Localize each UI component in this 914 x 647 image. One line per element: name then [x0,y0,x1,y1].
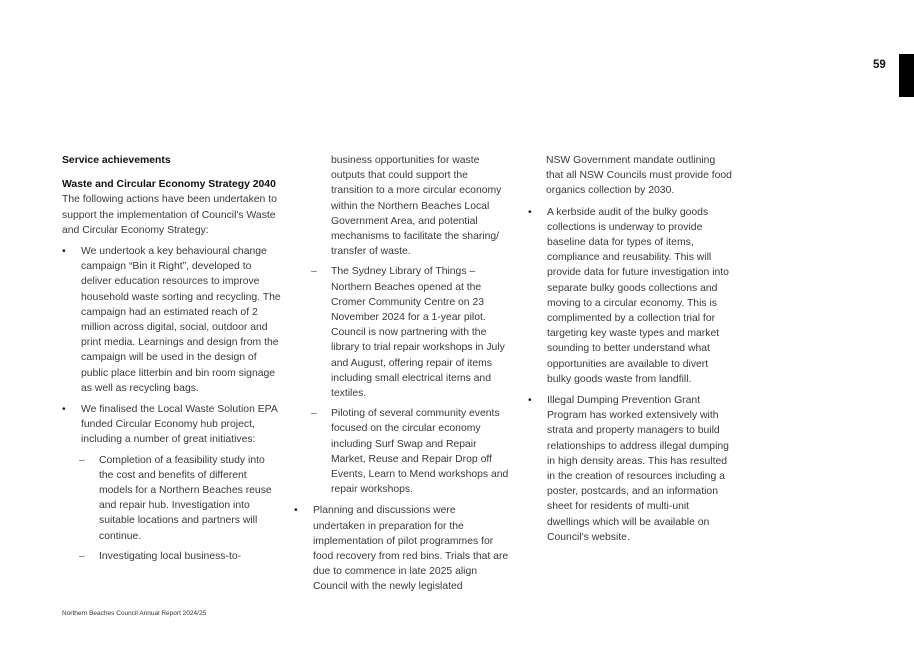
page-footer: Northern Beaches Council Annual Report 2024/25 [62,610,207,617]
bullet-kerbside-audit: • A kerbside audit of the bulky goods collections is underway to provide baseline data for types of items, compliance and reusability. This will provide data for future investigation into separate bulky goods collections and moving to a circular economy. This is complimented by a collection trial for targeting key waste types and market sounding to better understand what opportunities are available to divert bulky goods waste from landfill. [528,205,733,387]
bullet-text: We finalised the Local Waste Solution EPA funded Circular Economy hub project, including a number of great initiatives: [81,404,278,446]
bullet-circular-economy-hub [62,402,282,448]
column-3 [528,153,733,545]
sub-list [62,453,282,564]
bullet-illegal-dumping: • Illegal Dumping Prevention Grant Program has worked extensively with strata and property managers to build relationships to address illegal dumping in high density areas. This has resulted in the creation of resources including a poster, postcards, and an information sheet for residents of multi-unit dwellings which will be available on Council's website. [528,393,733,545]
column-1 [62,153,282,564]
bullet-continuation: NSW Government mandate outlining that all NSW Councils must provide food organics collection by 2030. [546,155,732,197]
section-heading: Service achievements [62,155,171,166]
bullet-food-recovery: • Planning and discussions were undertaken in preparation for the implementation of pilot programmes for food recovery from red bins. Trials that are due to commence in late 2025 align Council with the newly legislated [294,503,509,594]
achievements-list [62,244,282,448]
sub-item-library-of-things: – The Sydney Library of Things – Northern Beaches opened at the Cromer Community Centre on 23 November 2024 for a 1-year pilot. Council is now partnering with the library to trial repair workshops in July and August, offering repair of items including small electrical items and textiles. [294,264,509,401]
column-2 [294,153,509,595]
page-number: 59 [873,59,886,71]
subsection-heading: Waste and Circular Economy Strategy 2040 [62,179,276,191]
achievements-list-continued [528,205,733,545]
intro-paragraph: The following actions have been undertaken to support the implementation of Council's Waste and Circular Economy Strategy: [62,194,277,236]
section-tab-marker [899,54,914,97]
sub-item-business-opportunities: – Investigating local business-to- [62,549,282,564]
sub-item-feasibility-study: – Completion of a feasibility study into the cost and benefits of different models for a Northern Beaches reuse and repair hub. Investigation into suitable locations and partners will continue. [62,453,282,544]
sub-list-continued [294,264,509,594]
sub-item-continuation: business opportunities for waste outputs that could support the transition to a more circular economy within the Northern Beaches Local Government Area, and potential mechanisms to facilitate the sharing/ transfer of waste. [331,155,502,258]
sub-item-community-events: – Piloting of several community events focused on the circular economy including Surf Swap and Repair Market, Reuse and Repair Drop off Events, Learn to Mend workshops and repair workshops. [294,406,509,497]
bullet-bin-it-right: • We undertook a key behavioural change campaign “Bin it Right”, developed to deliver education resources to improve household waste sorting and recycling. The campaign had an estimated reach of 2 million across digital, social, outdoor and print media. Learnings and design from the campaign will be used in the design of public place litterbin and bin room signage as well as recycling bags. [62,244,282,396]
